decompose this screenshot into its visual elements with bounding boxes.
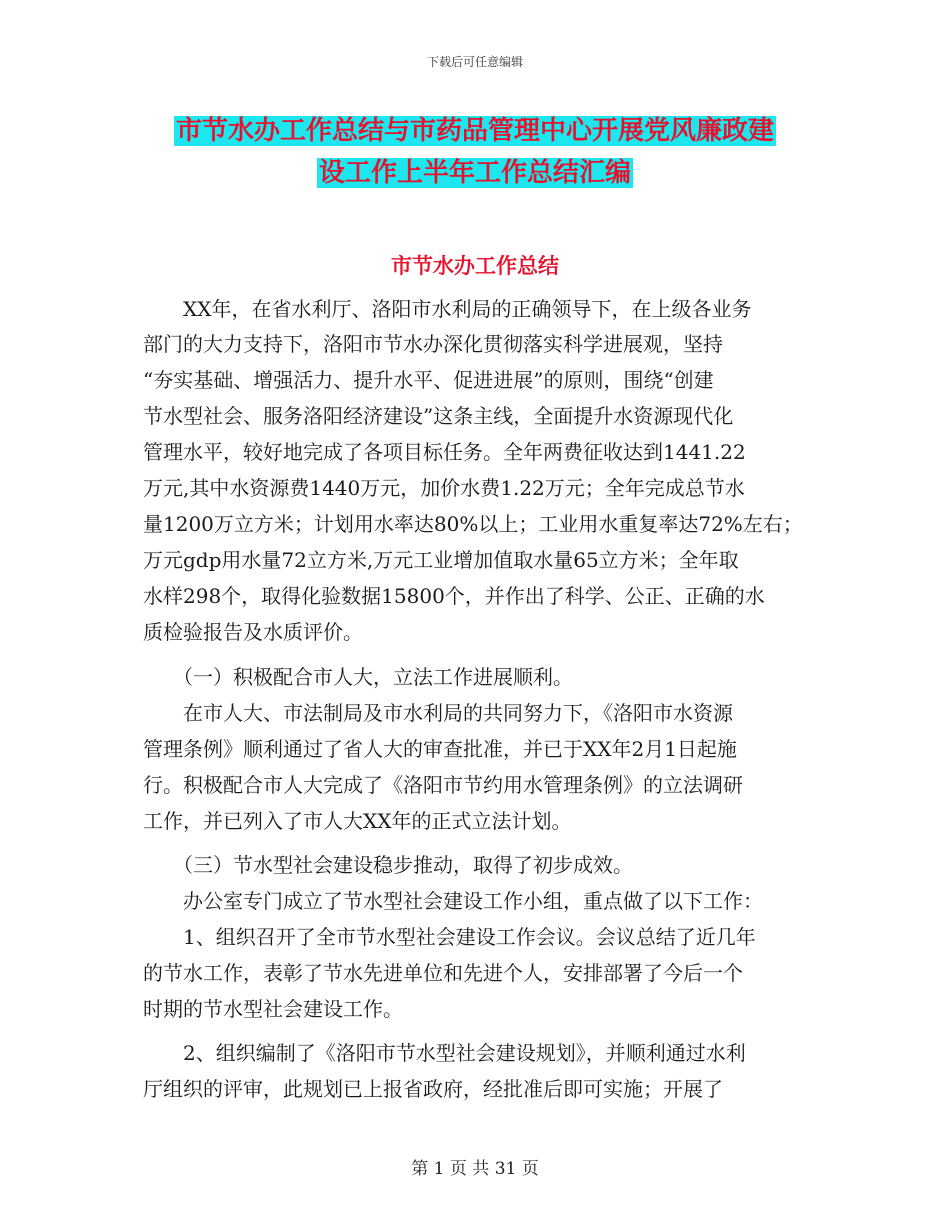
body-line: 1、组织召开了全市节水型社会建设工作会议。会议总结了近几年 — [143, 925, 756, 949]
body-line: 厅组织的评审，此规划已上报省政府，经批准后即可实施；开展了 — [143, 1077, 723, 1101]
body-line: 工作，并已列入了市人大XX年的正式立法计划。 — [143, 809, 572, 833]
header-note: 下载后可任意编辑 — [426, 55, 523, 69]
body-line: 万元gdp用水量72立方米,万元工业增加值取水量65立方米；全年取 — [143, 548, 739, 572]
document-title-line-1: 市节水办工作总结与市药品管理中心开展党风廉政建 — [175, 116, 774, 146]
section-title: 市节水办工作总结 — [391, 254, 559, 278]
body-line: 办公室专门成立了节水型社会建设工作小组，重点做了以下工作： — [143, 889, 763, 913]
body-line: 质检验报告及水质评价。 — [143, 620, 363, 644]
body-line: “夯实基础、增强活力、提升水平、促进进展”的原则，围绕“创建 — [143, 368, 714, 392]
body-line: 量1200万立方米；计划用水率达80%以上；工业用水重复率达72%左右； — [143, 512, 803, 536]
body-line: 的节水工作，表彰了节水先进单位和先进个人，安排部署了今后一个 — [143, 961, 743, 985]
body-line: （三）节水型社会建设稳步推动，取得了初步成效。 — [143, 853, 633, 877]
body-line: 节水型社会、服务洛阳经济建设”这条主线，全面提升水资源现代化 — [143, 404, 734, 428]
body-line: 水样298个，取得化验数据15800个，并作出了科学、公正、正确的水 — [143, 584, 765, 608]
body-line: （一）积极配合市人大，立法工作进展顺利。 — [143, 665, 573, 689]
body-line: XX年，在省水利厅、洛阳市水利局的正确领导下，在上级各业务 — [143, 297, 752, 321]
body-line: 万元,其中水资源费1440万元，加价水费1.22万元；全年完成总节水 — [143, 476, 745, 500]
body-line: 时期的节水型社会建设工作。 — [143, 997, 403, 1021]
body-line: 管理条例》顺利通过了省人大的审查批准，并已于XX年2月1日起施 — [143, 737, 737, 761]
body-line: 在市人大、市法制局及市水利局的共同努力下，《洛阳市水资源 — [143, 701, 733, 725]
body-line: 2、组织编制了《洛阳市节水型社会建设规划》，并顺利通过水利 — [143, 1041, 746, 1065]
page-footer: 第 1 页 共 31 页 — [411, 1159, 539, 1179]
document-title-line-2: 设工作上半年工作总结汇编 — [318, 158, 631, 188]
body-line: 部门的大力支持下，洛阳市节水办深化贯彻落实科学进展观，坚持 — [143, 332, 723, 356]
body-line: 管理水平，较好地完成了各项目标任务。全年两费征收达到1441.22 — [143, 440, 746, 464]
body-line: 行。积极配合市人大完成了《洛阳市节约用水管理条例》的立法调研 — [143, 773, 743, 797]
